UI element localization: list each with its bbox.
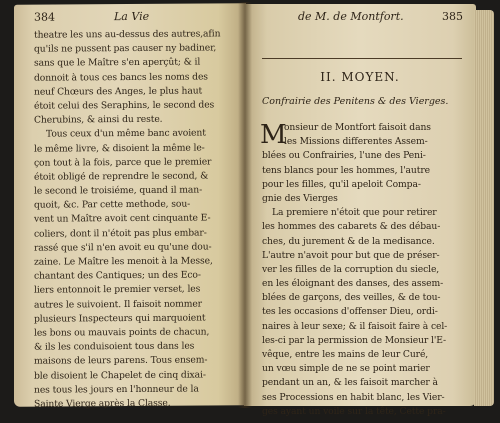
right-page-number: 385 xyxy=(442,10,463,23)
right-text-line: ver les filles de la corruption du siecle, xyxy=(262,263,440,275)
right-text-line: ses Processions en habit blanc, les Vier- xyxy=(262,391,445,403)
left-text-line: rassé que s'il n'en avoit eu qu'une dou- xyxy=(34,241,212,254)
page-edges xyxy=(474,10,494,406)
left-text-line: sans que le Maître s'en aperçût; & il xyxy=(34,56,201,70)
left-text-line: Sainte Vierge après la Classe. xyxy=(34,397,171,410)
left-text-line: étoit obligé de reprendre le second, & xyxy=(34,170,209,183)
left-text-line: plusieurs Inspecteurs qui marquoient xyxy=(34,312,206,325)
left-page-text xyxy=(34,27,220,411)
left-text-line: quoit, &c. Par cette methode, sou- xyxy=(34,198,191,211)
left-page-number: 384 xyxy=(34,10,55,24)
left-text-line: & ils les conduisoient tous dans les xyxy=(34,340,195,353)
left-text-line: Cherubins, & ainsi du reste. xyxy=(34,113,163,126)
chapter-subtitle: Confrairie des Penitens & des Vierges. xyxy=(262,96,449,107)
right-text-line: blées de garçons, des veilles, & de tou- xyxy=(262,292,441,304)
left-text-line: nes tous les jours en l'honneur de la xyxy=(34,383,199,396)
left-text-line: çon tout à la fois, parce que le premier xyxy=(34,156,212,169)
right-text-line: pour les filles, qu'il apeloit Compa- xyxy=(262,178,421,190)
chapter-heading: II. MOYEN. xyxy=(320,70,400,84)
right-text-line: blées ou Confrairies, l'une des Peni- xyxy=(262,150,426,162)
right-text-line: tens blancs pour les hommes, l'autre xyxy=(262,164,430,176)
left-text-line: le second le troisiéme, quand il man- xyxy=(34,184,203,197)
right-text-line: La premiere n'étoit que pour retirer xyxy=(272,207,437,219)
right-text-line: les hommes des cabarets & des débau- xyxy=(262,221,441,233)
book-gutter xyxy=(238,2,252,408)
right-page-text xyxy=(262,121,447,419)
right-text-line: ches, du jurement & de la medisance. xyxy=(262,235,435,247)
left-text-line: qu'ils ne pussent pas causer ny badiner, xyxy=(34,42,217,55)
left-running-head: La Vie xyxy=(114,9,150,24)
right-text-line: un vœu simple de ne se point marier xyxy=(262,363,430,375)
right-page xyxy=(244,4,476,417)
left-text-line: les bons ou mauvais points de chacun, xyxy=(34,326,210,339)
left-text-line: Tous ceux d'un même banc avoient xyxy=(46,127,206,140)
right-text-line: gnie des Vierges xyxy=(262,192,338,204)
left-text-line: ble disoient le Chapelet de cinq dixai- xyxy=(34,368,206,382)
right-text-line: les-ci par la permission de Monsieur l'E- xyxy=(262,334,447,346)
left-text-line: le même livre, & disoient la même le- xyxy=(34,141,205,155)
heading-rule xyxy=(262,58,462,59)
right-text-line: L'autre n'avoit pour but que de préser- xyxy=(262,249,440,261)
left-page xyxy=(14,3,246,410)
left-text-line: coliers, dont il n'étoit pas plus embar- xyxy=(34,227,207,240)
left-text-line: maisons de leurs parens. Tous ensem- xyxy=(34,354,208,367)
right-text-line: ges ayant un voile sur la tête, Cette pra- xyxy=(262,405,446,417)
right-text-line: pendant un an, & les faisoit marcher à xyxy=(262,377,438,389)
right-text-line: naires à leur sexe; & il faisoit faire à cel- xyxy=(262,320,448,332)
left-text-line: theatre les uns au-dessus des autres,afin xyxy=(34,28,221,41)
left-text-line: donnoit à tous ces bancs les noms des xyxy=(34,71,208,84)
left-text-line: neuf Chœurs des Anges, le plus haut xyxy=(34,85,203,98)
right-text-line: vêque, entre les mains de leur Curé, xyxy=(262,349,429,360)
right-text-line: onsieur de Montfort faisoit dans xyxy=(284,122,431,133)
left-text-line: liers entonnoit le premier verset, les xyxy=(34,283,201,297)
left-text-line: vent un Maître avoit cent cinquante E- xyxy=(34,212,211,226)
right-text-line: tes les occasions d'offenser Dieu, ordi- xyxy=(262,306,438,318)
left-text-line: chantant des Cantiques; un des Eco- xyxy=(34,269,201,282)
left-text-line: autres le suivoient. Il faisoit nommer xyxy=(34,298,202,311)
drop-cap: M xyxy=(260,120,287,150)
left-text-line: zaine. Le Maître les menoit à la Messe, xyxy=(34,255,213,268)
left-text-line: étoit celui des Seraphins, le second des xyxy=(34,99,215,112)
right-text-line: les Missions differentes Assem- xyxy=(284,136,428,148)
right-running-head: de M. de Montfort. xyxy=(298,10,404,23)
right-text-line: en les éloignant des danses, des assem- xyxy=(262,278,444,290)
